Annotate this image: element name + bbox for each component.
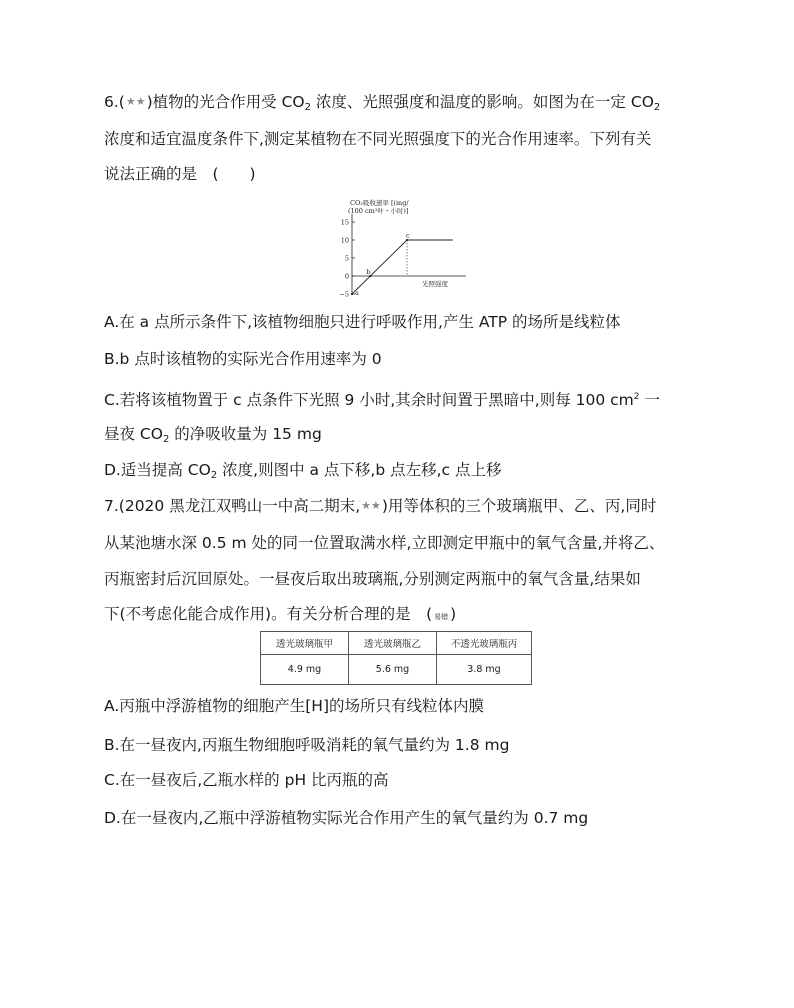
table-header-row [261,632,532,655]
q6-stem-part: 浓度、光照强度和温度的影响。如图为在一定 [315,93,626,111]
chart-y-tick-label: 0 [344,272,349,281]
chart-y-tick-label: 10 [340,236,349,245]
q7-stem-line-3: 丙瓶密封后沉回原处。一昼夜后取出玻璃瓶,分别测定两瓶中的氧气含量,结果如 [104,570,641,588]
table-header-cell: 透光玻璃瓶甲 [261,632,349,655]
q7-option-d: D.在一昼夜内,乙瓶中浮游植物实际光合作用产生的氧气量约为 0.7 mg [104,809,589,827]
chart-y-tick-label: 5 [344,254,349,263]
q7-stem-line-2: 从某池塘水深 0.5 m 处的同一位置取满水样,立即测定甲瓶中的氧气含量,并将乙、 [104,534,665,552]
q6-stem-line-2: 浓度和适宜温度条件下,测定某植物在不同光照强度下的光合作用速率。下列有关 [104,130,652,148]
q6-option-c-line-2: 昼夜 $CO_2$ 的净吸收量为 15 mg [104,425,322,445]
q7-stem-line-4: 下(不考虑化能合成作用)。有关分析合理的是 ( 易错 ) [104,605,457,623]
table-row [261,655,532,685]
co2-formula: $CO_2$ [630,93,661,113]
table-cell: 5.6 mg [349,655,437,685]
q7-option-a: A.丙瓶中浮游植物的细胞产生[H]的场所只有线粒体内膜 [104,697,485,715]
table-header-cell: 不透光玻璃瓶丙 [437,632,532,655]
q7-option-c: C.在一昼夜后,乙瓶水样的 pH 比丙瓶的高 [104,771,389,789]
q6-stem-line-1 [104,92,660,118]
chart-point-a [351,293,353,295]
table-cell: 4.9 mg [261,655,349,685]
chart-point-label: c [406,231,410,240]
q6-stem-part: )植物的光合作用受 [146,93,277,111]
chart-y-tick-label: 15 [340,218,349,227]
table-header-cell: 透光玻璃瓶乙 [349,632,437,655]
chart-y-tick-label: −5 [339,290,349,299]
q7-stem-line-1: 7.(2020 黑龙江双鸭山一中高二期末,★★)用等体积的三个玻璃瓶甲、乙、丙,同时 [104,497,657,515]
chart-point-label: b [366,268,371,276]
difficulty-star-icon: ★★ [361,499,381,512]
q6-number: 6.( [104,93,125,111]
chart-xlabel: 光照强度 [422,280,448,288]
light-intensity-chart [330,196,470,300]
table-cell: 3.8 mg [437,655,532,685]
q6-option-c-line-1: C.若将该植物置于 c 点条件下光照 9 小时,其余时间置于黑暗中,则每 100 $cm^2$ 一 [104,391,660,409]
co2-formula: $CO_2$ [281,93,311,113]
difficulty-star-icon: ★★ [125,95,146,108]
chart-ylabel-line2: (100 cm²叶・小时)] [348,207,409,215]
oxygen-table [260,631,532,685]
error-prone-tag: 易错 [434,613,449,621]
q6-option-a: A.在 a 点所示条件下,该植物细胞只进行呼吸作用,产生 ATP 的场所是线粒体 [104,313,621,331]
q6-stem-line-3: 说法正确的是 ( ) [104,165,256,183]
chart-ylabel-line1: CO₂吸收速率 [(mg/ [350,199,409,207]
q7-option-b: B.在一昼夜内,丙瓶生物细胞呼吸消耗的氧气量约为 1.8 mg [104,736,510,754]
chart-point-label: a [355,289,359,297]
q6-option-d: D.适当提高 $CO_2$ 浓度,则图中 a 点下移,b 点左移,c 点上移 [104,461,502,481]
q6-option-b: B.b 点时该植物的实际光合作用速率为 0 [104,350,382,368]
